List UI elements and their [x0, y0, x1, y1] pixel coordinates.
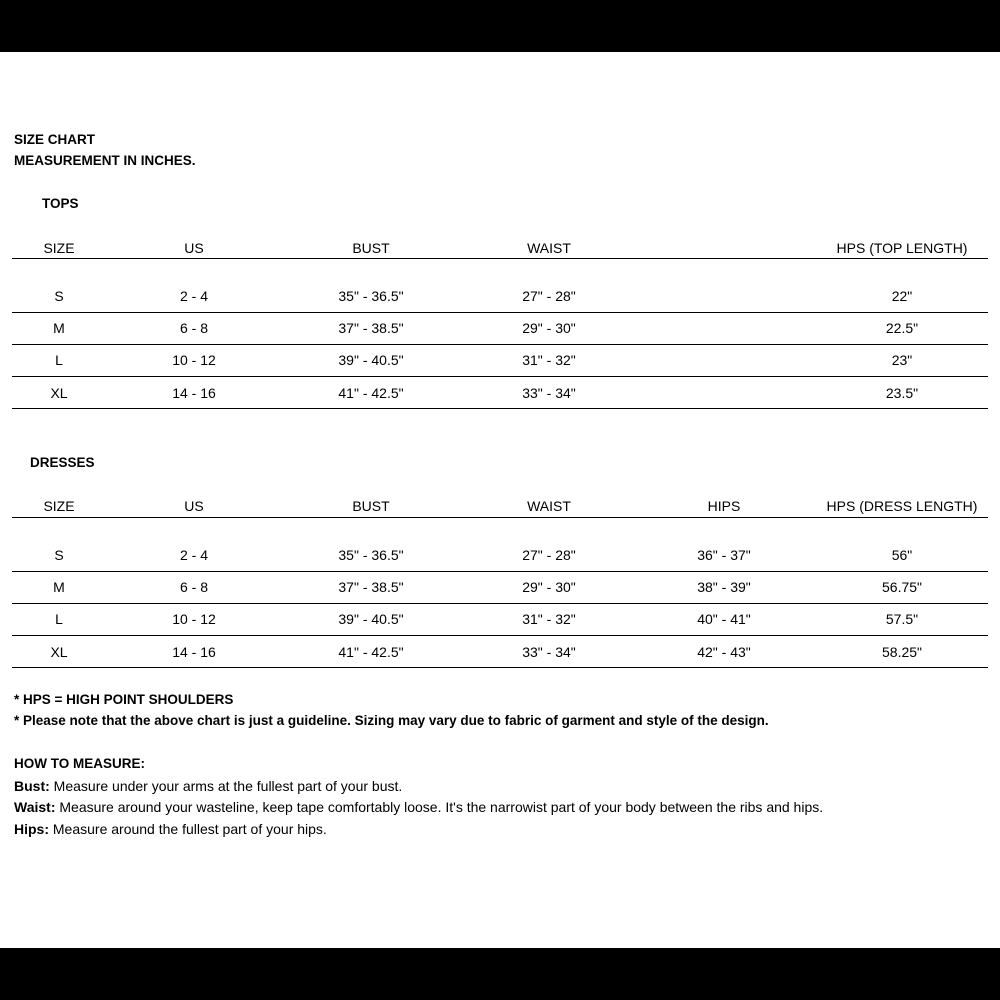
tops-cell-hps: 23.5"	[885, 385, 919, 401]
tops-cell-bust: 35" - 36.5"	[338, 288, 404, 304]
dresses-cell-hips: 42" - 43"	[697, 644, 751, 660]
dresses-cell-us: 10 - 12	[172, 611, 216, 627]
dresses-cell-us: 14 - 16	[172, 644, 216, 660]
dresses-cell-bust: 37" - 38.5"	[338, 579, 404, 595]
dresses-cell-hips: 40" - 41"	[697, 611, 751, 627]
measure-hips-label: Hips:	[14, 821, 49, 837]
tops-cell-us: 2 - 4	[179, 288, 209, 304]
row-divider	[12, 635, 988, 636]
dresses-col-hips: HIPS	[707, 498, 741, 514]
row-divider	[12, 603, 988, 604]
measure-waist	[14, 797, 823, 817]
tops-section-title: TOPS	[42, 196, 79, 211]
tops-cell-waist: 27" - 28"	[522, 288, 576, 304]
dresses-cell-size: S	[54, 547, 64, 563]
measure-bust-label: Bust:	[14, 778, 50, 794]
dresses-section-title: DRESSES	[30, 455, 95, 470]
dresses-cell-us: 6 - 8	[179, 579, 209, 595]
tops-cell-bust: 41" - 42.5"	[338, 385, 404, 401]
tops-cell-us: 6 - 8	[179, 320, 209, 336]
dresses-cell-us: 2 - 4	[179, 547, 209, 563]
tops-cell-size: S	[54, 288, 64, 304]
measure-hips-text: Measure around the fullest part of your hips.	[49, 821, 327, 837]
dresses-cell-size: M	[53, 579, 65, 595]
measure-waist-label: Waist:	[14, 799, 56, 815]
bottom-black-bar	[0, 948, 1000, 1000]
dresses-cell-hps: 58.25"	[881, 644, 923, 660]
top-black-bar	[0, 0, 1000, 52]
tops-cell-bust: 39" - 40.5"	[338, 352, 404, 368]
tops-col-size: SIZE	[43, 240, 75, 256]
tops-cell-size: XL	[50, 385, 68, 401]
tops-cell-size: L	[55, 352, 63, 368]
tops-cell-waist: 33" - 34"	[522, 385, 576, 401]
dresses-col-bust: BUST	[352, 498, 390, 514]
measure-waist-text: Measure around your wasteline, keep tape comfortably loose. It's the narrowist part of your body between the ribs and hips.	[55, 799, 824, 815]
tops-col-waist: WAIST	[527, 240, 571, 256]
measure-bust-text: Measure under your arms at the fullest part of your bust.	[49, 778, 403, 794]
row-divider	[12, 667, 988, 668]
how-to-measure-title: HOW TO MEASURE:	[14, 756, 145, 771]
dresses-cell-bust: 41" - 42.5"	[338, 644, 404, 660]
guideline-note: * Please note that the above chart is just a guideline. Sizing may vary due to fabric of garment and style of the design.	[14, 713, 769, 728]
dresses-cell-hps: 57.5"	[885, 611, 919, 627]
size-chart-title: SIZE CHART	[14, 132, 95, 147]
measurement-unit-subtitle: MEASUREMENT IN INCHES.	[14, 153, 196, 168]
dresses-cell-waist: 27" - 28"	[522, 547, 576, 563]
dresses-cell-bust: 39" - 40.5"	[338, 611, 404, 627]
tops-col-bust: BUST	[352, 240, 390, 256]
row-divider	[12, 344, 988, 345]
dresses-header-divider	[12, 517, 988, 518]
dresses-cell-hps: 56"	[891, 547, 913, 563]
dresses-col-size: SIZE	[43, 498, 75, 514]
measure-bust	[14, 776, 402, 796]
hps-definition-note: * HPS = HIGH POINT SHOULDERS	[14, 692, 234, 707]
tops-cell-us: 10 - 12	[172, 352, 216, 368]
tops-cell-size: M	[53, 320, 65, 336]
tops-col-hps: HPS (TOP LENGTH)	[836, 240, 968, 256]
dresses-cell-waist: 33" - 34"	[522, 644, 576, 660]
tops-cell-us: 14 - 16	[172, 385, 216, 401]
dresses-col-waist: WAIST	[527, 498, 571, 514]
row-divider	[12, 312, 988, 313]
dresses-col-hps: HPS (DRESS LENGTH)	[826, 498, 978, 514]
dresses-cell-size: L	[55, 611, 63, 627]
row-divider	[12, 376, 988, 377]
measure-hips	[14, 819, 327, 839]
dresses-cell-bust: 35" - 36.5"	[338, 547, 404, 563]
dresses-cell-hips: 36" - 37"	[697, 547, 751, 563]
dresses-cell-hips: 38" - 39"	[697, 579, 751, 595]
dresses-cell-waist: 29" - 30"	[522, 579, 576, 595]
row-divider	[12, 571, 988, 572]
tops-cell-bust: 37" - 38.5"	[338, 320, 404, 336]
tops-cell-waist: 29" - 30"	[522, 320, 576, 336]
row-divider	[12, 408, 988, 409]
tops-cell-hps: 22.5"	[885, 320, 919, 336]
tops-header-divider	[12, 258, 988, 259]
dresses-col-us: US	[184, 498, 204, 514]
tops-col-us: US	[184, 240, 204, 256]
dresses-cell-waist: 31" - 32"	[522, 611, 576, 627]
tops-cell-waist: 31" - 32"	[522, 352, 576, 368]
tops-cell-hps: 23"	[891, 352, 913, 368]
tops-cell-hps: 22"	[891, 288, 913, 304]
dresses-cell-size: XL	[50, 644, 68, 660]
dresses-cell-hps: 56.75"	[881, 579, 923, 595]
